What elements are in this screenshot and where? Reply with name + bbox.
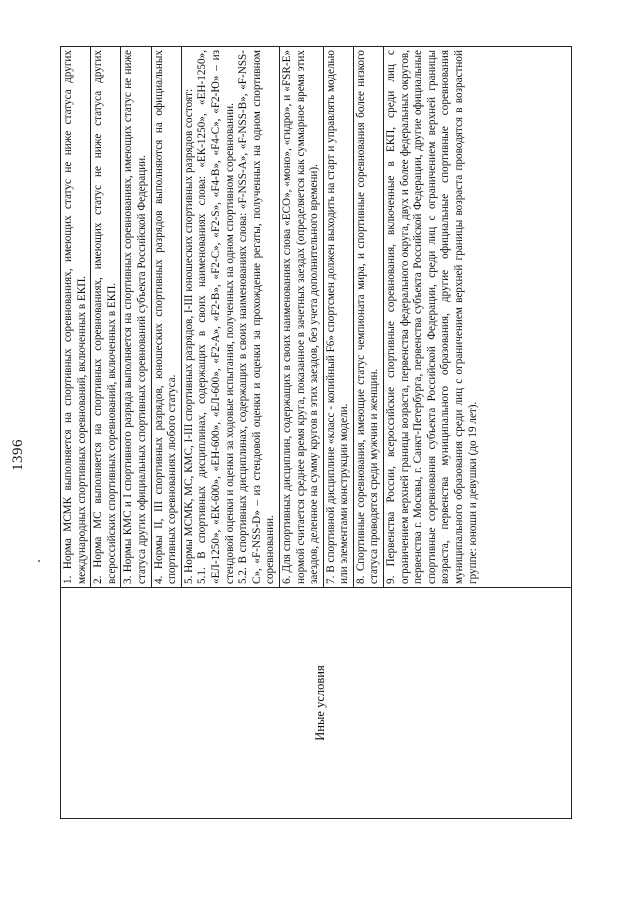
condition-item: [61, 47, 91, 587]
condition-text: 8. Спортивные соревнования, имеющие статус чемпионата мира, и спортивные соревнования более низкого статуса проводятся среди мужчин и женщин.: [354, 50, 381, 584]
condition-text: 5. Нормы МСМК, МС, КМС, I-III спортивных разрядов, I-III юношеских спортивных разрядов состоят:: [182, 88, 195, 584]
condition-text: 4. Нормы II, III спортивных разрядов, юношеских спортивных разрядов выполняются на официальных спортивных соревнованиях любого статуса.: [152, 50, 179, 584]
condition-item: [182, 47, 280, 587]
condition-text: 9. Первенства России, всероссийские спортивные соревнования, включенные в ЕКП, среди лиц с ограничением верхней границы возраста, первенства федерального округа, двух и более федеральных округов, первенства г. Москвы, г. Санкт-Петербурга, первенства субъекта Российской Федерации, другие официальные спортивные соревнования субъекта Российской Федерации, среди лиц с ограничением верхней границы возраста, первенства муниципального образования, другие официальные спортивные соревнования муниципального образования среди лиц с ограничением верхней границы возраста проводятся в возрастной группе: юноши и девушки (до 19 лет).: [385, 50, 479, 584]
conditions-table: [60, 46, 572, 819]
condition-item: [91, 47, 121, 587]
page-number: 1396: [10, 439, 26, 471]
condition-text: 6. Для спортивных дисциплин, содержащих в своих наименованиях слова «ЕСО», «моно», «гидро», и «FSR-Е» нормой считается среднее время круга, показанное в зачетных заездах (определяется как суммарное время этих заездов, деленное на сумму кругов в этих заездов, без учета дополнительного времени).: [280, 50, 321, 584]
condition-text: 1. Норма МСМК выполняется на спортивных соревнованиях, имеющих статус не ниже статуса других международных спортивных соревнований, включенных в ЕКП.: [62, 50, 88, 584]
condition-item: [152, 47, 182, 587]
condition-text: 2. Норма МС выполняется на спортивных соревнованиях, имеющих статус не ниже статуса других всероссийских спортивных соревнований, включенных в ЕКП.: [92, 50, 118, 584]
items-list: [61, 47, 481, 587]
condition-item: [324, 47, 354, 587]
condition-text: 5.1. В спортивных дисциплинах, содержащих в своих наименованиях слова: «ЕК-1250», «ЕН-1250», «ЕЛ-1250», «ЕК-600», «ЕН-600», «ЕЛ-600», «F2-А», «F2-В», «F2-С», «F2-S», «F4-В», «F4-С», «F2-Ю» – из стендовой оценки и оценки за ходовые испытания, полученных на одном спортивном соревновании.: [196, 50, 236, 584]
label-cell: [61, 588, 572, 819]
condition-item: [280, 47, 324, 587]
condition-item: [121, 47, 151, 587]
table-row: [61, 47, 572, 819]
condition-text: 5.2. В спортивных дисциплинах, содержащих в своих наименованиях слова: «F-NSS-А», «F-NSS-В», «F-NSS-С», «F-NSS-D» – из стендовой оценки и оценки за прохождение регаты, полученных на одном спортивном соревновании.: [237, 50, 277, 584]
condition-text: 7. В спортивной дисциплине «класс - копийный F6» спортсмен должен выходить на старт и управлять моделью или элементами конструкции модели.: [324, 50, 351, 584]
scan-speck: [38, 560, 40, 562]
row-label: Иные условия: [313, 665, 327, 741]
condition-text: 3. Нормы КМС и I спортивного разряда выполняется на спортивных соревнованиях, имеющих статус не ниже статуса других официальных спортивных соревнований субъекта Российской Федерации.: [122, 50, 148, 584]
condition-item: [354, 47, 384, 587]
content-cell: [61, 47, 572, 588]
condition-item: [384, 47, 481, 587]
